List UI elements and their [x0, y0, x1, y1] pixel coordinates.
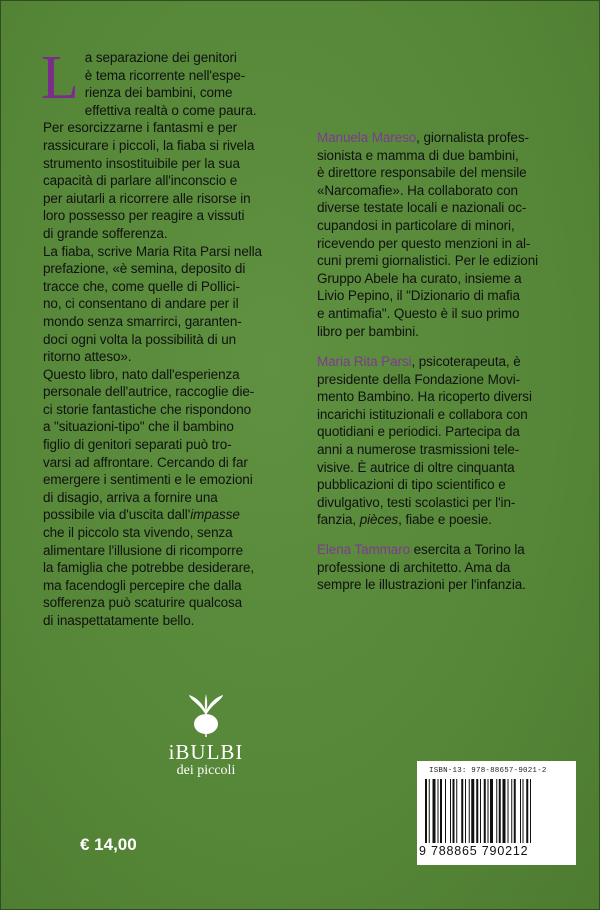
line: cupandosi in particolare di minori, [317, 217, 515, 233]
barcode-bar [476, 779, 478, 843]
line: loro possesso per reagire a vissuti [43, 208, 245, 224]
line: visive. È autrice di oltre cinquanta [317, 459, 515, 475]
line: mento Bambino. Ha ricoperto diversi [317, 389, 532, 405]
italic-word: pièces [359, 512, 399, 528]
barcode-bar [453, 779, 455, 843]
barcode-bar [433, 779, 436, 843]
line: alimentare l'illusione di ricomporre [43, 542, 244, 558]
line: rienza dei bambini, come [84, 85, 233, 101]
italic-word: impasse [190, 507, 240, 523]
synopsis-paragraph-3 [43, 366, 301, 630]
turnip-icon [181, 693, 231, 737]
line: ci storie fantastiche che rispondono [43, 401, 252, 417]
barcode-bar [526, 779, 528, 843]
line: incarichi istituzionali e collabora con [317, 406, 528, 422]
barcode [417, 761, 576, 865]
barcode-bar [496, 779, 497, 843]
line: sofferenza può scaturire qualcosa [43, 595, 243, 611]
line: varsi ad affrontare. Cercando di far [43, 454, 248, 470]
line: libro per bambini. [317, 323, 419, 339]
author-name: Maria Rita Parsi [317, 354, 412, 369]
barcode-bar [456, 779, 457, 843]
barcode-bar [429, 779, 430, 843]
synopsis-text [41, 44, 301, 630]
line: la famiglia che potrebbe desiderare, [43, 560, 255, 576]
line: Livio Pepino, il "Dizionario di mafia [317, 288, 520, 304]
line: prefazione, «è semina, deposito di [43, 261, 246, 277]
barcode-bar [530, 779, 531, 843]
barcode-bar [465, 779, 466, 843]
line: sempre le illustrazioni per l'infanzia. [317, 577, 526, 593]
line: effettiva realtà o come paura. [84, 102, 257, 118]
line: fanzia, [317, 512, 360, 528]
line: Gruppo Abele ha curato, insieme a [317, 270, 522, 286]
line: sionista e mamma di due bambini, [317, 147, 519, 163]
synopsis-paragraph-2 [43, 243, 301, 366]
line: emergere i sentimenti e le emozioni [43, 472, 253, 488]
barcode-bar [490, 779, 493, 843]
line: no, ci consentano di andare per il [43, 296, 239, 312]
line: strumento insostituibile per la sua [43, 155, 240, 171]
synopsis-paragraph-1 [41, 44, 301, 243]
line: quotidiani e periodici. Partecipa da [317, 424, 520, 440]
barcode-bar [440, 779, 442, 843]
logo-line-2: dei piccoli [176, 763, 236, 778]
line: , giornalista profes- [416, 130, 529, 145]
barcode-bar [461, 779, 463, 843]
line: per aiutarli a ricorrere alle risorse in [43, 190, 251, 206]
line: anni a numerose trasmissioni tele- [317, 441, 520, 457]
line: possibile via d'uscita dall' [43, 507, 191, 523]
line: a "situazioni-tipo" che il bambino [43, 419, 234, 435]
illustrator-bio-tammaro [317, 541, 579, 594]
line: esercita a Torino la [410, 542, 525, 557]
isbn-label: ISBN-13: 978-88657-9021-2 [429, 767, 547, 775]
line: Questo libro, nato dall'esperienza [43, 366, 240, 382]
line: , psicoterapeuta, è [411, 354, 521, 369]
line: presidente della Fondazione Movi- [317, 371, 521, 387]
line: di grande sofferenza. [43, 225, 168, 241]
line: che il piccolo sta vivendo, senza [43, 525, 233, 541]
line: ritorno atteso». [43, 349, 132, 365]
author-name: Elena Tammaro [317, 542, 410, 557]
line: capacità di parlare all'inconscio e [43, 173, 238, 189]
line: Per esorcizzarne i fantasmi e per [43, 120, 238, 136]
barcode-bar [520, 779, 521, 843]
line: e antimafia". Questo è il suo primo [317, 305, 520, 321]
author-bio-mareso [317, 129, 579, 340]
barcode-bar [480, 779, 481, 843]
barcode-bar [445, 779, 446, 843]
barcode-bar [511, 779, 512, 843]
line: ricevendo per questo menzioni in al- [317, 235, 531, 251]
isbn-number: 9 788865 790212 [419, 844, 529, 858]
barcode-bar [508, 779, 509, 843]
barcode-bar [514, 779, 516, 843]
line: diverse testate locali e nazionali oc- [317, 200, 527, 216]
barcode-bar [450, 779, 451, 843]
line: è tema ricorrente nell'espe- [84, 67, 246, 83]
barcode-bar [438, 779, 439, 843]
author-bio-parsi [317, 353, 579, 529]
line: La fiaba, scrive Maria Rita Parsi nella [43, 243, 262, 259]
barcode-bar [484, 779, 486, 843]
line: mondo senza smarrirci, garanten- [43, 313, 242, 329]
logo-line-1: iBULBI [168, 740, 244, 764]
line: cuni premi giornalistici. Per le edizioni [317, 253, 538, 269]
line: a separazione dei genitori [84, 50, 237, 65]
line: divulgativo, testi scolastici per l'in- [317, 494, 516, 510]
line: , fiabe e poesie. [398, 512, 492, 528]
line: è direttore responsabile del mensile [317, 165, 527, 181]
barcode-bar [469, 779, 470, 843]
barcode-bar [499, 779, 501, 843]
author-name: Manuela Mareso [317, 130, 417, 145]
line: doci ogni volta la possibilità di un [43, 331, 237, 347]
line: «Narcomafie». Ha collaborato con [317, 182, 518, 198]
line: rassicurare i piccoli, la fiaba si rivela [43, 137, 255, 153]
line: professione di architetto. Ama da [317, 559, 511, 575]
line: di disagio, arriva a fornire una [43, 489, 218, 505]
line: figlio di genitori separati può tro- [43, 437, 232, 453]
line: pubblicazioni di tipo scientifico e [317, 477, 506, 493]
barcode-bar [488, 779, 489, 843]
publisher-logo [151, 693, 261, 779]
barcode-bar [471, 779, 474, 843]
drop-cap: L [41, 44, 79, 112]
barcode-bar [425, 779, 427, 843]
barcode-bar [503, 779, 506, 843]
barcode-bar [523, 779, 524, 843]
barcode-bars [425, 779, 568, 843]
line: personale dell'autrice, raccoglie die- [43, 384, 255, 400]
price: € 14,00 [80, 835, 137, 854]
line: tracce che, come quelle di Pollici- [43, 278, 240, 294]
line: di inaspettatamente bello. [43, 613, 195, 628]
line: ma facendogli percepire che dalla [43, 577, 242, 593]
